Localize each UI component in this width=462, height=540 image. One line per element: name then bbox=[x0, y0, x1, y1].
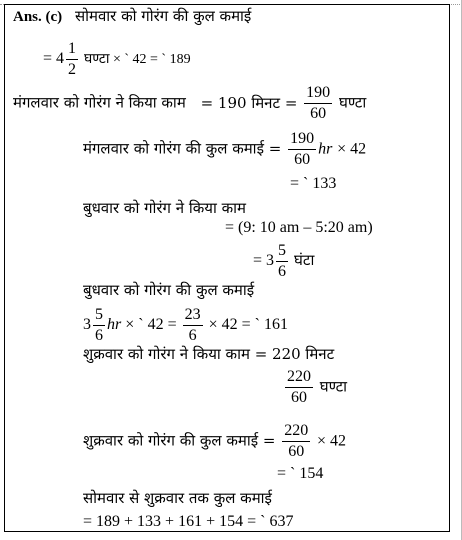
friday-hours-line bbox=[283, 367, 347, 408]
wednesday-hours-line bbox=[253, 241, 314, 282]
denominator: 60 bbox=[288, 443, 305, 460]
fraction bbox=[282, 421, 310, 462]
hr-unit: hr bbox=[107, 316, 122, 334]
tuesday-work-text: मंगलवार को गोरंग ने किया काम bbox=[13, 93, 186, 112]
fraction bbox=[304, 83, 332, 124]
numerator: 220 bbox=[282, 421, 310, 442]
wednesday-earning-calc bbox=[83, 305, 288, 346]
tuesday-work-line bbox=[13, 83, 366, 124]
total-earning-calc: = 189 + 133 + 161 + 154 = ` 637 bbox=[83, 513, 294, 530]
numerator: 220 bbox=[285, 367, 313, 388]
equals-sign: = bbox=[43, 50, 53, 68]
numerator: 5 bbox=[93, 305, 105, 326]
fraction bbox=[66, 39, 78, 80]
numerator: 23 bbox=[183, 305, 203, 326]
friday-earning-line bbox=[83, 421, 346, 462]
answer-line-1 bbox=[13, 7, 251, 26]
fraction bbox=[288, 129, 316, 170]
unit-hours: घंटा bbox=[294, 251, 315, 270]
numerator: 190 bbox=[304, 83, 332, 104]
tuesday-earning-text: मंगलवार को गोरंग की कुल कमाई = bbox=[83, 139, 282, 158]
tuesday-minutes: = 190 मिनट = bbox=[200, 93, 298, 112]
friday-multiplier: × 42 bbox=[316, 432, 347, 450]
monday-earning-calc bbox=[43, 39, 191, 80]
denominator: 2 bbox=[68, 61, 77, 78]
denominator: 60 bbox=[310, 105, 327, 122]
unit-hours: घण्टा bbox=[319, 377, 348, 396]
hr-unit: hr bbox=[318, 140, 333, 158]
answer-label: Ans. (c) bbox=[13, 9, 63, 25]
tuesday-earning-line bbox=[83, 129, 366, 170]
mixed-whole: 3 bbox=[83, 316, 91, 334]
total-earning-text: सोमवार से शुक्रवार तक कुल कमाई bbox=[83, 489, 272, 507]
denominator: 6 bbox=[278, 263, 287, 280]
mixed-whole: 4 bbox=[56, 50, 65, 68]
unit-hours: घण्टा bbox=[338, 93, 367, 112]
numerator: 1 bbox=[66, 39, 78, 60]
wednesday-earning-text: बुधवार को गोरंग की कुल कमाई bbox=[83, 281, 255, 299]
fraction bbox=[93, 305, 105, 346]
friday-work-text: शुक्रवार को गोरंग ने किया काम = 220 मिनट bbox=[83, 345, 335, 363]
monday-calc-rest: घण्टा × ` 42 = ` 189 bbox=[84, 52, 191, 68]
numerator: 5 bbox=[276, 241, 288, 262]
denominator: 6 bbox=[188, 327, 197, 344]
wednesday-whole: = 3 bbox=[253, 252, 275, 270]
friday-result: = ` 154 bbox=[277, 465, 324, 482]
tuesday-multiplier: × 42 bbox=[337, 140, 367, 158]
fraction bbox=[276, 241, 288, 282]
answer-box bbox=[4, 4, 450, 532]
tuesday-result: = ` 133 bbox=[290, 175, 337, 192]
wednesday-mid: × ` 42 = bbox=[125, 316, 177, 334]
numerator: 190 bbox=[288, 129, 316, 150]
mixed-number bbox=[56, 39, 80, 80]
friday-earning-text: शुक्रवार को गोरंग की कुल कमाई = bbox=[83, 431, 276, 450]
denominator: 60 bbox=[294, 151, 311, 168]
wednesday-work-text: बुधवार को गोरंग ने किया काम bbox=[83, 199, 246, 217]
fraction bbox=[285, 367, 313, 408]
denominator: 60 bbox=[291, 389, 307, 406]
fraction bbox=[183, 305, 203, 346]
denominator: 6 bbox=[95, 327, 103, 344]
monday-earning-heading: सोमवार को गोरंग की कुल कमाई bbox=[74, 7, 252, 25]
wednesday-result: × 42 = ` 161 bbox=[208, 316, 288, 334]
wednesday-time-range: = (9: 10 am – 5:20 am) bbox=[225, 219, 373, 236]
